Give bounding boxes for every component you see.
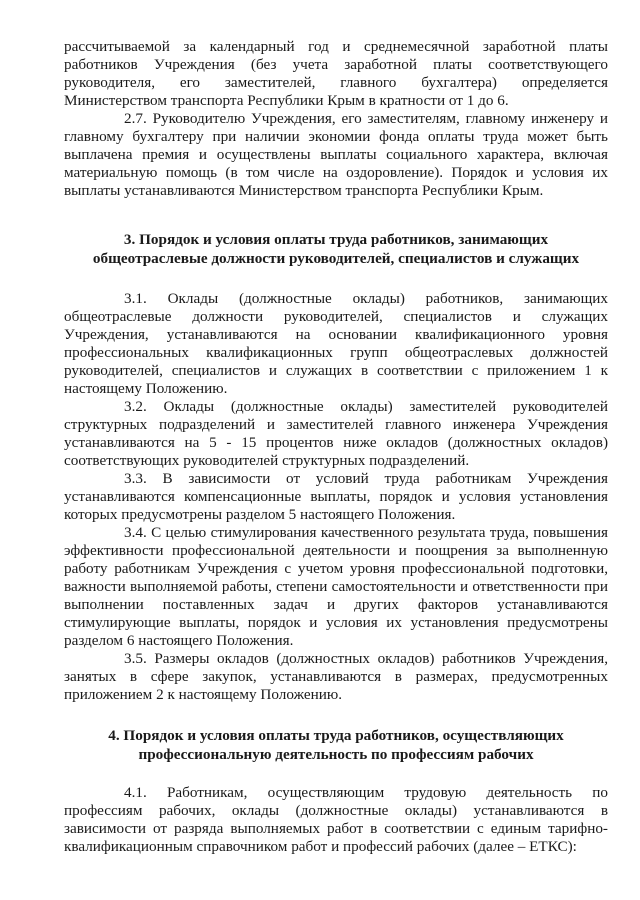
section-4-heading — [64, 726, 608, 764]
section-4-heading-line2: профессиональную деятельность по профессиям рабочих — [138, 746, 534, 763]
paragraph-4-1: 4.1. Работникам, осуществляющим трудовую деятельность по профессиям рабочих, оклады (должностные оклады) устанавливаются в зависимости от разряда выполняемых работ в соответствии с единым тарифно-квалификационным справочником работ и профессий рабочих (далее – ЕТКС): — [64, 784, 608, 855]
paragraph-3-2: 3.2. Оклады (должностные оклады) заместителей руководителей структурных подразделений и заместителей главного инженера Учреждения устанавливаются на 5 - 15 процентов ниже окладов (должностных окладов) соответствующих руководителей структурных подразделений. — [64, 398, 608, 469]
paragraph-2-7: 2.7. Руководителю Учреждения, его заместителям, главному инженеру и главному бухгалтеру при наличии экономии фонда оплаты труда может быть выплачена премия и осуществлены выплаты социального характера, включая материальную помощь (в том числе на оздоровление). Порядок и условия их выплаты устанавливаются Министерством транспорта Республики Крым. — [64, 110, 608, 199]
section-4-heading-line1: 4. Порядок и условия оплаты труда работников, осуществляющих — [108, 727, 564, 744]
section-3-body — [64, 290, 608, 704]
section-3-heading-line1: 3. Порядок и условия оплаты труда работников, занимающих — [123, 231, 549, 248]
paragraph-3-5: 3.5. Размеры окладов (должностных окладов) работников Учреждения, занятых в сфере закупок, устанавливаются в размерах, предусмотренных приложением 2 к настоящему Положению. — [64, 650, 608, 703]
section-4-body — [64, 784, 608, 856]
paragraph-2-6-tail: рассчитываемой за календарный год и среднемесячной заработной платы работников Учреждения (без учета заработной платы соответствующего руководителя, его заместителей, главного бухгалтера) определяется Министерством транспорта Республики Крым в кратности от 1 до 6. — [64, 38, 608, 109]
section-3-heading — [64, 230, 608, 268]
paragraph-3-1: 3.1. Оклады (должностные оклады) работников, занимающих общеотраслевые должности руководителей, специалистов и служащих Учреждения, устанавливаются на основании квалификационного уровня профессиональных квалификационных групп общеотраслевых должностей руководителей, специалистов и служащих в соответствии с приложением 1 к настоящему Положению. — [64, 290, 608, 397]
section-3-heading-line2: общеотраслевые должности руководителей, специалистов и служащих — [92, 250, 580, 267]
paragraph-3-3: 3.3. В зависимости от условий труда работникам Учреждения устанавливаются компенсационные выплаты, порядок и условия установления которых предусмотрены разделом 5 настоящего Положения. — [64, 470, 608, 523]
paragraph-3-4: 3.4. С целью стимулирования качественного результата труда, повышения эффективности профессиональной деятельности и поощрения за выполненную работу работникам Учреждения с учетом уровня профессиональной подготовки, важности выполняемой работы, степени самостоятельности и ответственности при выполнении поставленных задач и других факторов устанавливаются стимулирующие выплаты, порядок и условия их установления предусмотрены разделом 6 настоящего Положения. — [64, 524, 608, 649]
